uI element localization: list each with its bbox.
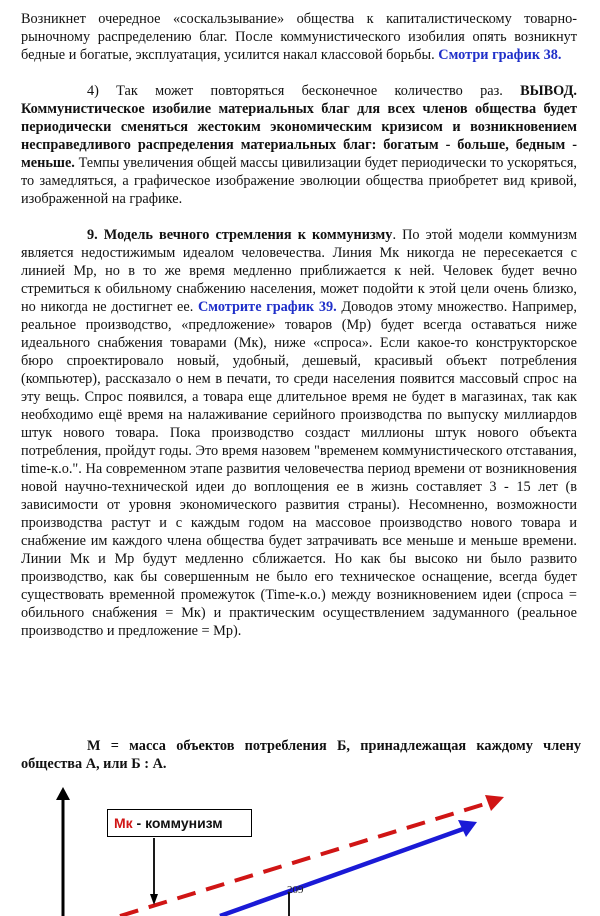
paragraph-2 [21, 82, 577, 208]
paragraph-3-text-1: . По этой модели коммунизм является недостижимым идеалом человечества. Линия Мк никогда не пересекается с линией Мр, но в то же время медленно приближается к ней. Человек будет вечно стремиться к обильному снабжению населения, может подойти к этой цели очень близко, но никогда не достигнет ее. [21, 227, 577, 315]
mr-line [220, 829, 463, 916]
legend-mk-label: Мк [114, 815, 133, 831]
paragraph-2-rest: Темпы увеличения общей массы цивилизации будет периодически то ускоряться, то замедляться, а графическое изображение эволюции общества приобретет вид кривой, изображенной на графике. [21, 155, 577, 207]
paragraph-2-lead: 4) Так может повторяться бесконечное количество раз. [87, 83, 521, 99]
legend-mk-text: - коммунизм [132, 815, 223, 831]
conclusion-text: ВЫВОД. Коммунистическое изобилие материальных благ для всех членов общества будет периодически сменяться жестоким экономическим кризисом и возникновением несправедливого распределения материальных благ: богатым - больше, бедным - меньше. [21, 83, 577, 171]
graph-39-link[interactable]: Смотрите график 39. [197, 299, 337, 315]
section-heading: 9. Модель вечного стремления к коммунизму [87, 227, 393, 243]
document-body [21, 10, 577, 640]
paragraph-3 [21, 226, 577, 640]
paragraph-3-text-2: Доводов этому множество. Например, реальное производство, «предложение» товаров (Мр) будет всегда оставаться ниже идеального снабжения товарами (Мк), ниже «спроса». Если какое-то конструкторское бюро спроектировало новый, удобный, дешевый, красивый объект потребления (компьютер), рассказало о нем в печати, то среди населения появится массовый спрос на эту вещь. Спрос появился, а товара еще длительное время не будет в магазинах, так как необходимо ещё время на налаживание серийного производства по выпуску миллиардов штук нового товара. Пока производство создаст миллионы штук нового объекта потребления, пройдут годы. Это время назовем "временем коммунистического отставания, time-к.о.". На современном этапе развития человечества период времени от возникновения новой научно-технической идеи до воплощения ее в жизнь составляет 3 - 15 лет (в зависимости от уровня экономического развития страны). Несомненно, возможности производства растут и с каждым годом на массовое производство нового товара и снабжение им каждого члена общества будет затрачивать все меньше и меньше времени. Линии Мк и Мр будут медленно сближается. Но как бы высоко ни было развито производство, как бы совершенным не было его техническое оснащение, всегда будет существовать временной промежуток (Time-к.о.) между возникновением идеи (спроса = обильного снабжения = Мк) и практическим осуществлением задуманного (реальное производство и предложение = Мр). [21, 299, 577, 639]
y-axis-arrow [56, 787, 70, 800]
legend-mk [107, 809, 252, 837]
chart-title: М = масса объектов потребления Б, принадлежащая каждому члену общества А, или Б : А. [21, 738, 581, 772]
mk-arrow [485, 795, 504, 811]
paragraph-1 [21, 10, 577, 64]
graph-38-link[interactable]: Смотри график 38. [438, 47, 562, 63]
paragraph-1-text: Возникнет очередное «соскальзывание» общества к капиталистическому товарно-рыночному распределению благ. После коммунистического изобилия опять возникнут бедные и богатые, эксплуатация, усилится накал классовой борьбы. [21, 11, 577, 63]
page-number: 209 [287, 884, 304, 896]
